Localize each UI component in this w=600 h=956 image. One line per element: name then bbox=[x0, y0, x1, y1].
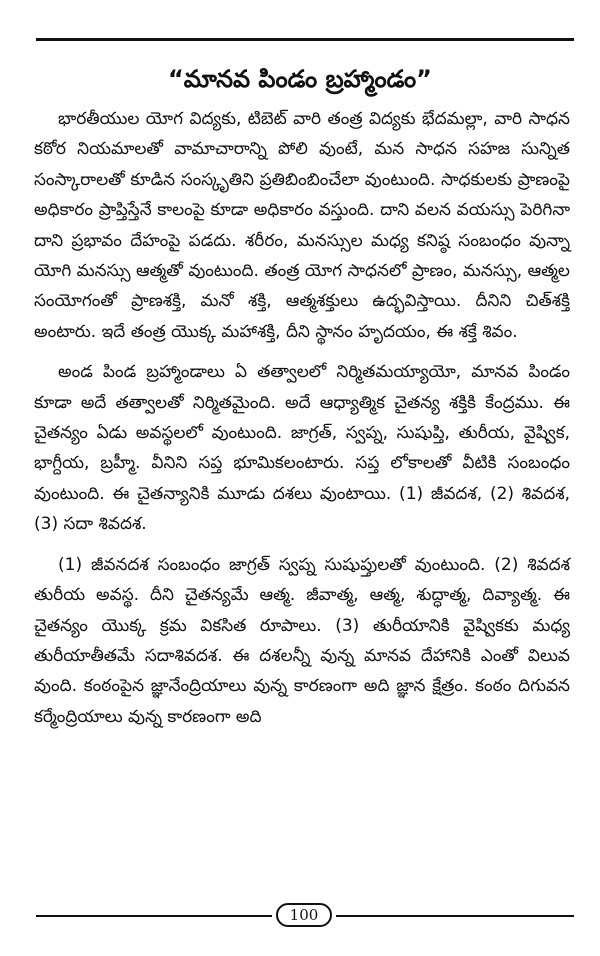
page-footer bbox=[36, 900, 574, 934]
paragraph-1: భారతీయుల యోగ విద్యకు, టిబెట్ వారి తంత్ర విద్యకు భేదమల్లా, వారి సాధన కఠోర నియమాలతో వామాచారాన్ని పోలి వుంటే, మన సాధన సహజ సున్నిత సంస్కారాలతో కూడిన సంస్కృతిని ప్రతిబింబించేలా వుంటుంది. సాధకులకు ప్రాణంపై అధికారం ప్రాప్తిస్తేనే కాలంపై కూడా అధికారం వస్తుంది. దాని వలన వయస్సు పెరిగినా దాని ప్రభావం దేహంపై పడదు. శరీరం, మనస్సుల మధ్య కనిష్ఠ సంబంధం వున్నా యోగి మనస్సు ఆత్మతో వుంటుంది. తంత్ర యోగ సాధనలో ప్రాణం, మనస్సు, ఆత్మల సంయోగంతో ప్రాణశక్తి, మనో శక్తి, ఆత్మశక్తులు ఉద్భవిస్తాయి. దీనిని చిత్‌శక్తి అంటారు. ఇదే తంత్ర యొక్క మహాశక్తి, దీని స్థానం హృదయం, ఈ శక్తే శివం. bbox=[34, 109, 570, 342]
footer-rule-left bbox=[36, 915, 272, 917]
body-text bbox=[34, 104, 570, 742]
page-number: 100 bbox=[276, 903, 332, 927]
chapter-title: “మానవ పిండం బ్రహ్మాండం” bbox=[168, 65, 432, 93]
footer-rule-right bbox=[336, 915, 574, 917]
paragraph-3: (1) జీవనదశ సంబంధం జాగ్రత్ స్వప్న సుషుప్తులతో వుంటుంది. (2) శివదశ తురీయ అవస్థ. దీని చైతన్యమే ఆత్మ. జీవాత్మ, ఆత్మ, శుద్ధాత్మ, దివ్యాత్మ. ఈ చైతన్యం యొక్క క్రమ వికసిత రూపాలు. (3) తురీయానికి వైష్వికకు మధ్య తురీయాతీతమే సదాశివదశ. ఈ దశలన్నీ వున్న మానవ దేహానికి ఎంతో విలువ వుంది. కంఠంపైన జ్ఞానేంద్రియాలు వున్న కారణంగా అది జ్ఞాన క్షేత్రం. కంఠం దిగువన కర్మేంద్రియాలు వున్న కారణంగా అది bbox=[34, 554, 570, 727]
top-rule bbox=[36, 38, 574, 41]
paragraph-2: అండ పిండ బ్రహ్మాండాలు ఏ తత్వాలలో నిర్మితమయ్యాయో, మానవ పిండం కూడా అదే తత్వాలతో నిర్మితమైంది. అదే ఆధ్యాత్మిక చైతన్య శక్తికి కేంద్రము. ఈ చైతన్యం ఏడు అవస్థలలో వుంటుంది. జాగ్రత్, స్వప్న, సుషుప్తి, తురీయ, వైష్విక, భాగ్దీయ, బ్రహ్మీ. వీనిని సప్త భూమికలంటారు. సప్త లోకాలతో వీటికి సంబంధం వుంటుంది. ఈ చైతన్యానికి మూడు దశలు వుంటాయి. (1) జీవదశ, (2) శివదశ, (3) సదా శివదశ. bbox=[34, 362, 570, 535]
